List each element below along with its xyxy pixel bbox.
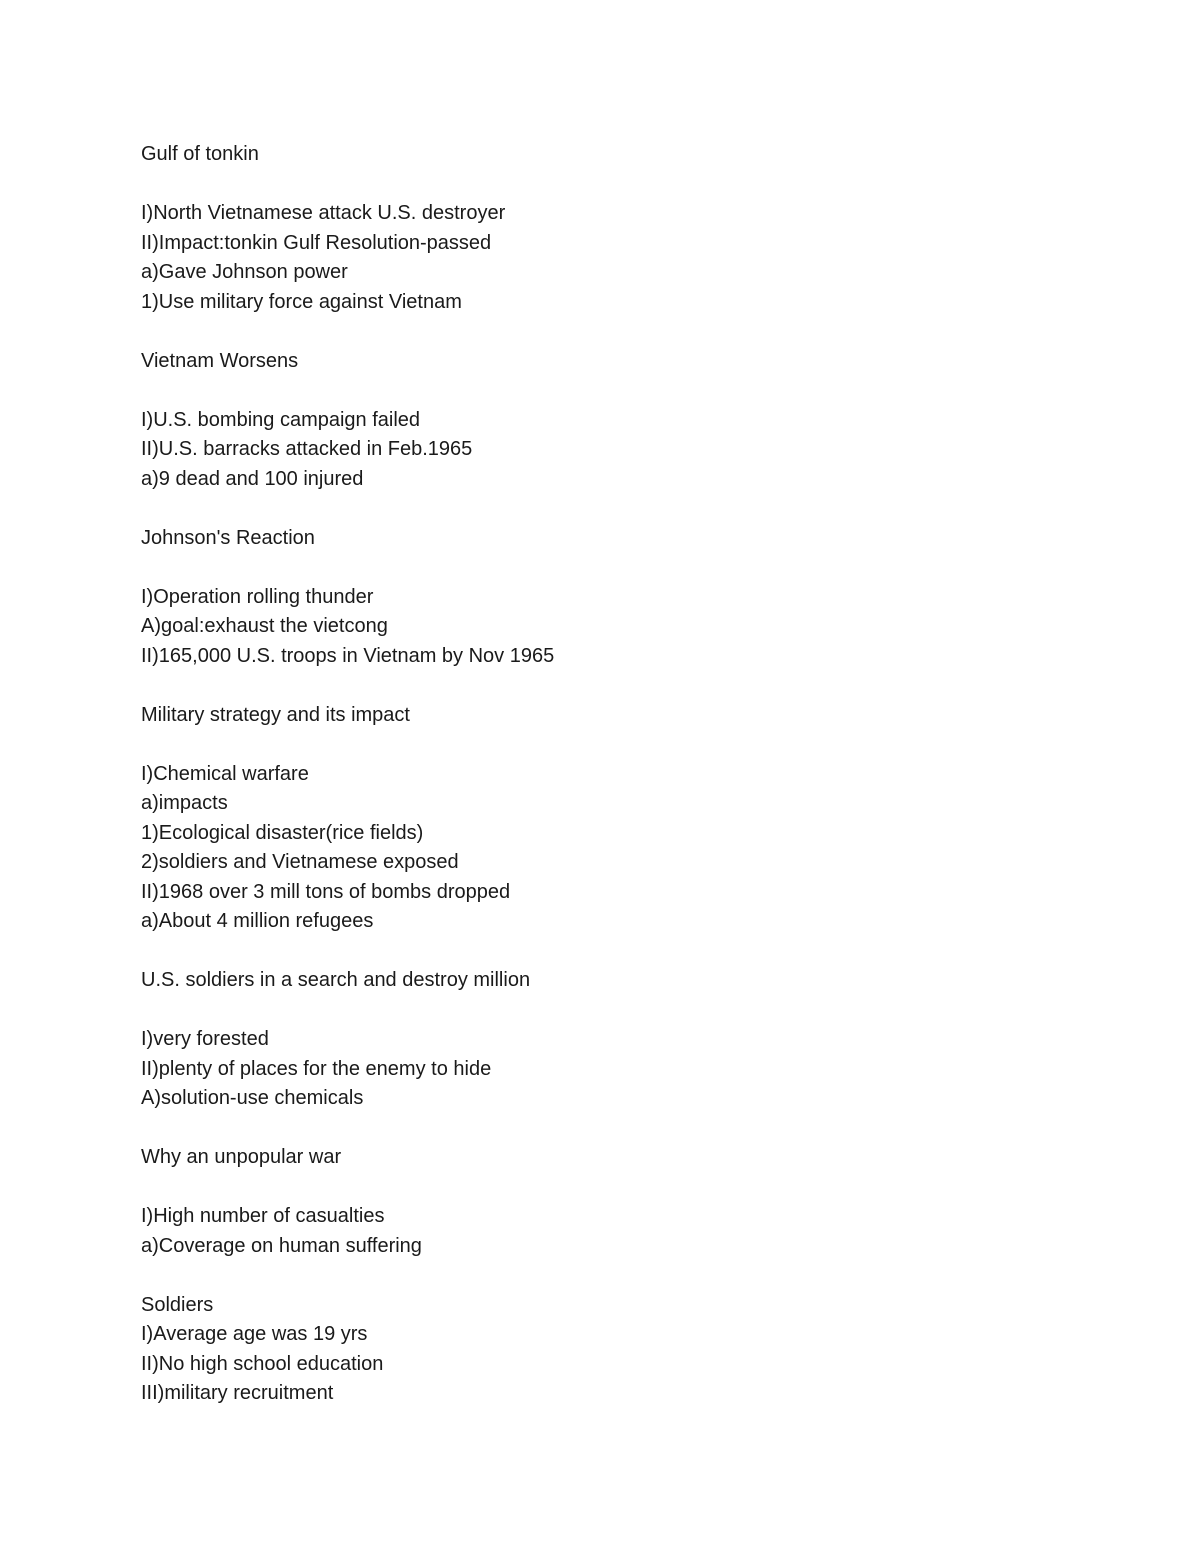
text-line: a)Coverage on human suffering: [141, 1234, 422, 1257]
text-line: A)solution-use chemicals: [141, 1087, 364, 1109]
text-line: I)very forested: [141, 1028, 269, 1050]
blank-line: [141, 996, 1101, 1026]
blank-line: [141, 553, 1101, 583]
text-line: 1)Ecological disaster(rice fields): [141, 821, 424, 844]
text-line: II)No high school education: [141, 1352, 384, 1375]
blank-line: [141, 937, 1101, 967]
document-body: [141, 140, 1101, 1409]
text-line: I)U.S. bombing campaign failed: [141, 408, 421, 431]
text-line: I)Chemical warfare: [141, 762, 309, 785]
text-line: Military strategy and its impact: [141, 703, 410, 726]
text-line: 1)Use military force against Vietnam: [141, 290, 462, 313]
text-line: Soldiers: [141, 1293, 214, 1316]
blank-line: [141, 170, 1101, 200]
blank-line: [141, 1261, 1101, 1291]
text-line: A)goal:exhaust the vietcong: [141, 615, 388, 637]
text-line: Vietnam Worsens: [141, 349, 299, 372]
text-line: I)North Vietnamese attack U.S. destroyer: [141, 202, 506, 224]
text-line: Why an unpopular war: [141, 1146, 342, 1168]
blank-line: [141, 1114, 1101, 1144]
blank-line: [141, 376, 1101, 406]
text-line: I)Operation rolling thunder: [141, 585, 374, 608]
text-line: a)9 dead and 100 injured: [141, 467, 364, 490]
text-line: I)High number of casualties: [141, 1205, 385, 1227]
text-line: III)military recruitment: [141, 1382, 334, 1404]
text-line: II)1968 over 3 mill tons of bombs dropped: [141, 880, 511, 903]
text-line: Johnson's Reaction: [141, 526, 315, 549]
text-line: II)plenty of places for the enemy to hide: [141, 1057, 492, 1080]
text-line: II)165,000 U.S. troops in Vietnam by Nov 1965: [141, 644, 555, 667]
text-line: I)Average age was 19 yrs: [141, 1323, 368, 1345]
blank-line: [141, 494, 1101, 524]
blank-line: [141, 317, 1101, 347]
blank-line: [141, 671, 1101, 701]
blank-line: [141, 1173, 1101, 1203]
text-line: II)Impact:tonkin Gulf Resolution-passed: [141, 231, 492, 254]
text-line: U.S. soldiers in a search and destroy million: [141, 969, 531, 991]
blank-line: [141, 730, 1101, 760]
text-line: a)Gave Johnson power: [141, 261, 348, 283]
text-line: II)U.S. barracks attacked in Feb.1965: [141, 438, 473, 460]
text-line: a)impacts: [141, 792, 228, 814]
text-line: Gulf of tonkin: [141, 143, 259, 165]
text-line: 2)soldiers and Vietnamese exposed: [141, 851, 459, 873]
text-line: a)About 4 million refugees: [141, 910, 374, 932]
